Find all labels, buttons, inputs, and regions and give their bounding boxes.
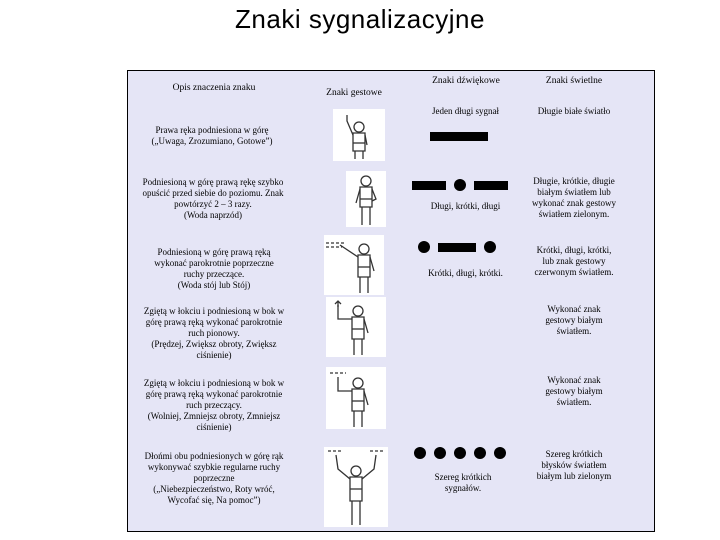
subheader-sound: Jeden długi sygnał xyxy=(432,106,499,116)
row-desc-line: opuścić przed siebie do poziomu. Znak xyxy=(142,188,284,198)
row-desc-line: ruch pionowy. xyxy=(188,328,240,338)
row-desc-line: ciśnienie) xyxy=(196,422,232,432)
page-title: Znaki sygnalizacyjne xyxy=(235,4,485,34)
signal-figure-elbow-vertical-icon xyxy=(326,297,386,357)
sound-text-line: Szereg krótkich sygnałów. xyxy=(434,472,492,493)
row-desc-line: („Uwaga, Zrozumiano, Gotowe”) xyxy=(151,136,273,146)
light-text xyxy=(514,245,634,278)
row-desc-line: (Prędzej, Zwiększ obroty, Zwiększ xyxy=(151,339,277,349)
row-desc-line: Zgiętą w łokciu i podniesioną w bok w xyxy=(143,378,285,388)
short-signal-dot xyxy=(494,447,506,459)
light-text-line: Krótki, długi, krótki, xyxy=(536,245,612,255)
long-signal-dash xyxy=(474,181,508,190)
row-desc-line: (Woda stój lub Stój) xyxy=(177,280,251,290)
row-desc xyxy=(130,451,298,506)
light-text-line: białym lub zielonym xyxy=(536,471,612,481)
row-desc-line: Prawa ręka podniesiona w górę xyxy=(155,125,269,135)
row-desc-line: powtórzyć 2 – 3 razy. xyxy=(174,199,252,209)
row-desc-line: Zgiętą w łokciu i podniesioną w bok w xyxy=(143,306,285,316)
light-text xyxy=(514,375,634,408)
row-desc-line: ruchy przeczące. xyxy=(183,269,245,279)
row-desc-line: (Wolniej, Zmniejsz obroty, Zmniejsz xyxy=(147,411,281,421)
row-desc-line: (Woda naprzód) xyxy=(184,210,242,220)
short-signal-dot xyxy=(418,241,430,253)
long-signal-dash xyxy=(430,132,488,141)
row-desc xyxy=(130,306,298,361)
signals-table xyxy=(127,70,655,532)
subheader-light: Długie białe światło xyxy=(537,106,611,116)
row-desc-line: ciśnienie) xyxy=(196,350,232,360)
long-signal-dash xyxy=(438,243,476,252)
light-text-line: gestowy białym xyxy=(545,386,603,396)
short-signal-dot xyxy=(454,447,466,459)
light-text-line: Długie, krótkie, długie xyxy=(533,176,615,186)
light-text-line: białym światłem lub xyxy=(537,187,611,197)
light-text-line: światłem. xyxy=(556,397,592,407)
signal-figure-elbow-horizontal-icon xyxy=(326,367,386,429)
short-signal-dot xyxy=(474,447,486,459)
light-text xyxy=(514,304,634,337)
light-text-line: lub znak gestowy xyxy=(542,256,606,266)
short-signal-dot xyxy=(414,447,426,459)
row-desc-line: Dłońmi obu podniesionych w górę rąk xyxy=(144,451,284,461)
light-text-line: wykonać znak gestowy xyxy=(532,198,616,208)
light-text xyxy=(514,449,634,482)
row-desc-line: górę prawą ręką wykonać parokrotnie xyxy=(145,389,283,399)
short-signal-dot xyxy=(484,241,496,253)
light-text-line: światłem. xyxy=(556,326,592,336)
light-text-line: światłem zielonym. xyxy=(538,209,610,219)
header-sound: Znaki dźwiękowe xyxy=(432,76,500,86)
light-text-line: Wykonać znak xyxy=(547,375,601,385)
row-desc xyxy=(130,378,298,433)
row-desc-line: Wycofać się, Na pomoc”) xyxy=(167,495,261,505)
signal-figure-right-hand-up-icon xyxy=(333,109,385,161)
sound-text: Długi, krótki, długi xyxy=(430,201,501,211)
signal-figure-arm-wave-icon xyxy=(324,235,384,295)
signal-figure-both-hands-icon xyxy=(324,447,388,527)
row-desc-line: poprzeczne xyxy=(193,473,235,483)
short-signal-dot xyxy=(434,447,446,459)
long-signal-dash xyxy=(412,181,446,190)
row-desc-line: Podniesioną w górę prawą rękę szybko xyxy=(142,177,284,187)
light-text-line: czerwonym światłem. xyxy=(534,267,614,277)
short-signal-dot xyxy=(454,179,466,191)
light-text xyxy=(514,176,634,220)
header-light: Znaki świetlne xyxy=(545,76,603,86)
row-desc-line: Podniesioną w górę prawą ręką xyxy=(157,247,271,257)
light-text-line: Wykonać znak xyxy=(547,304,601,314)
row-desc-line: wykonać parokrotnie poprzeczne xyxy=(154,258,274,268)
row-desc xyxy=(132,125,292,147)
signal-figure-arm-forward-icon xyxy=(346,171,386,227)
row-desc-line: ruch przeczący. xyxy=(186,400,242,410)
row-desc xyxy=(134,247,294,291)
header-desc: Opis znaczenia znaku xyxy=(172,83,256,93)
light-text-line: Szereg krótkich xyxy=(545,449,603,459)
row-desc-line: („Niebezpieczeństwo, Roty wróć, xyxy=(153,484,275,494)
header-gest: Znaki gestowe xyxy=(326,88,382,98)
row-desc-line: wykonywać szybkie regularne ruchy xyxy=(147,462,281,472)
light-text-line: gestowy białym xyxy=(545,315,603,325)
light-text-line: błysków światłem xyxy=(541,460,607,470)
sound-text xyxy=(418,472,508,494)
sound-text: Krótki, długi, krótki. xyxy=(428,268,503,278)
row-desc xyxy=(130,177,296,221)
row-desc-line: górę prawą ręką wykonać parokrotnie xyxy=(145,317,283,327)
